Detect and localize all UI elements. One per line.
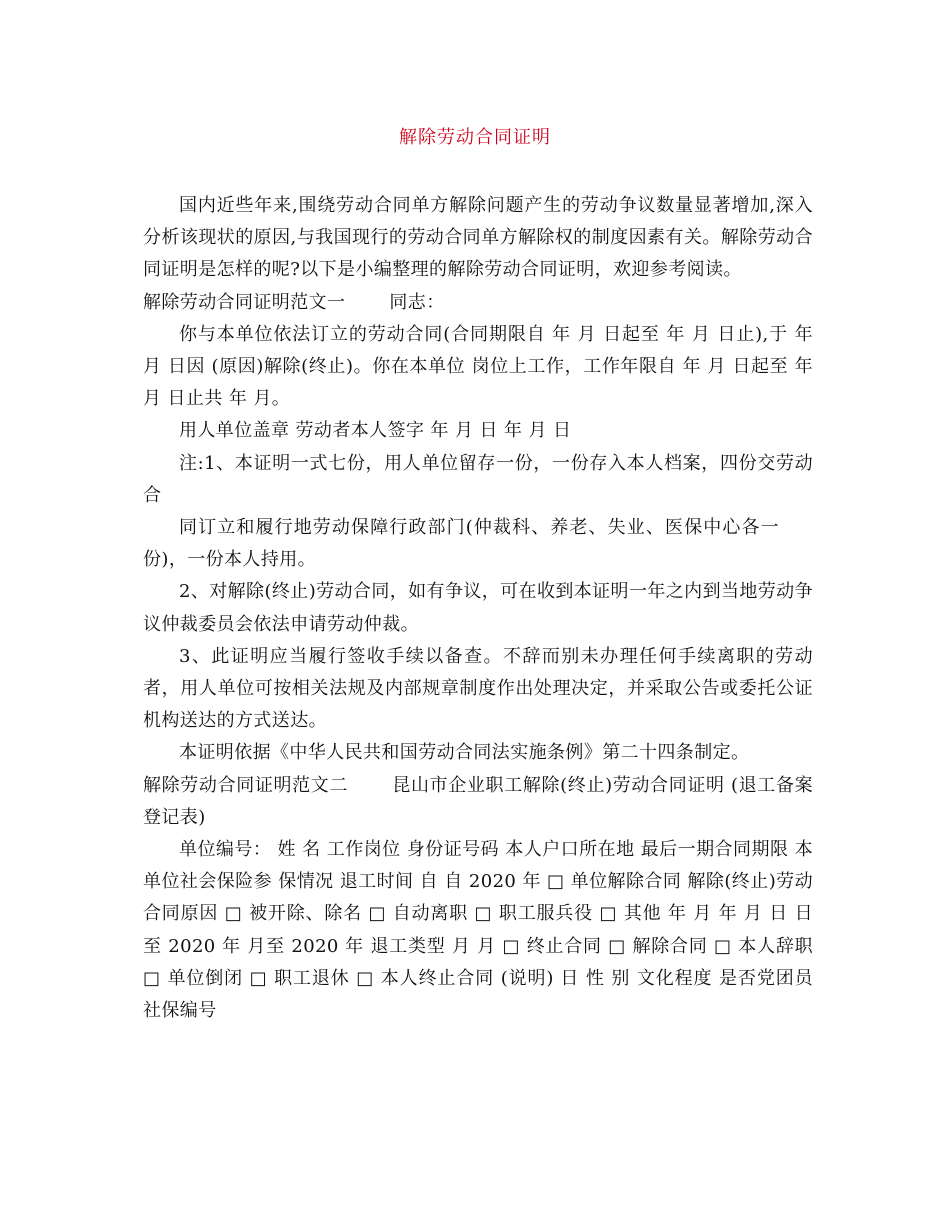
- note-three-paragraph: 3、此证明应当履行签收手续以备查。不辞而别未办理任何手续离职的劳动者，用人单位可按相关法规及内部规章制度作出处理决定，并采取公告或委托公证机构送达的方式送达。: [143, 645, 813, 732]
- intro-paragraph: 国内近些年来,围绕劳动合同单方解除问题产生的劳动争议数量显著增加,深入分析该现状的原因,与我国现行的劳动合同单方解除权的制度因素有关。解除劳动合同证明是怎样的呢?以下是小编整理的解除劳动合同证明，欢迎参考阅读。: [143, 195, 813, 281]
- document-body: [143, 190, 813, 1027]
- sample-one-heading: 解除劳动合同证明范文一: [143, 291, 346, 313]
- certificate-body-paragraph: 你与本单位依法订立的劳动合同(合同期限自 年 月 日起至 年 月 日止),于 年 月 日因 (原因)解除(终止)。你在本单位 岗位上工作，工作年限自 年 月 日起至 年 月 日止共 年 月。: [143, 323, 813, 410]
- sample-two-heading-line: [143, 770, 813, 834]
- registration-form-paragraph: 单位编号： 姓 名 工作岗位 身份证号码 本人户口所在地 最后一期合同期限 本单位社会保险参 保情况 退工时间 自 自 2020 年 □ 单位解除合同 解除(终止)劳动合同原因 □ 被开除、除名 □ 自动离职 □ 职工服兵役 □ 其他 年 月 年 月 日 日至 2020 年 月至 2020 年 退工类型 月 月 □ 终止合同 □ 解除合同 □ 本人辞职 □ 单位倒闭 □ 职工退休 □ 本人终止合同 (说明) 日 性 别 文化程度 是否党团员 社保编号: [143, 839, 813, 1022]
- sample-two-heading: 解除劳动合同证明范文二: [143, 774, 349, 796]
- note-one-continued-paragraph: 同订立和履行地劳动保障行政部门(仲裁科、养老、失业、医保中心各一份)，一份本人持用。: [143, 517, 779, 571]
- sample-two-title: 昆山市企业职工解除(终止)劳动合同证明 (退工备案登记表): [143, 774, 813, 828]
- note-two-paragraph: 2、对解除(终止)劳动合同，如有争议，可在收到本证明一年之内到当地劳动争议仲裁委员会依法申请劳动仲裁。: [143, 581, 813, 635]
- signature-line: 用人单位盖章 劳动者本人签字 年 月 日 年 月 日: [179, 420, 572, 442]
- sample-one-salutation: 同志：: [389, 291, 445, 313]
- document-title: 解除劳动合同证明: [399, 127, 551, 148]
- sample-one-heading-line: [143, 287, 813, 319]
- legal-basis-paragraph: 本证明依据《中华人民共和国劳动合同法实施条例》第二十四条制定。: [179, 742, 750, 764]
- note-one-paragraph: 注:1、本证明一式七份，用人单位留存一份，一份存入本人档案，四份交劳动合: [143, 452, 813, 506]
